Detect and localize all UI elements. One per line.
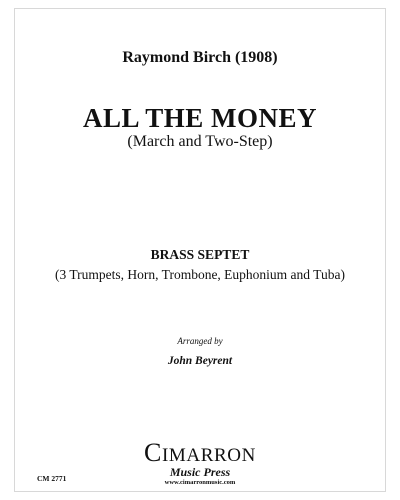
- ensemble-type: BRASS SEPTET: [150, 247, 250, 262]
- sheet-music-cover: [14, 8, 386, 492]
- publisher-logo: [15, 438, 385, 487]
- publisher-logo-rest: IMARRON: [162, 445, 256, 466]
- publisher-logo-tagline: Music Press: [169, 465, 231, 479]
- instrumentation-list: (3 Trumpets, Horn, Trombone, Euphonium and Tuba): [55, 267, 345, 282]
- composer-name: Raymond Birch (1908): [122, 49, 278, 66]
- arranger-name: John Beyrent: [167, 355, 233, 367]
- piece-title: ALL THE MONEY: [82, 103, 318, 133]
- publisher-logo-initial: C: [144, 438, 162, 467]
- piece-subtitle: (March and Two-Step): [127, 133, 273, 150]
- catalog-number: CM 2771: [37, 474, 67, 483]
- publisher-url: www.cimarronmusic.com: [164, 479, 236, 486]
- arranged-by-label: Arranged by: [177, 336, 223, 346]
- publisher-logo-wordmark: [15, 438, 385, 467]
